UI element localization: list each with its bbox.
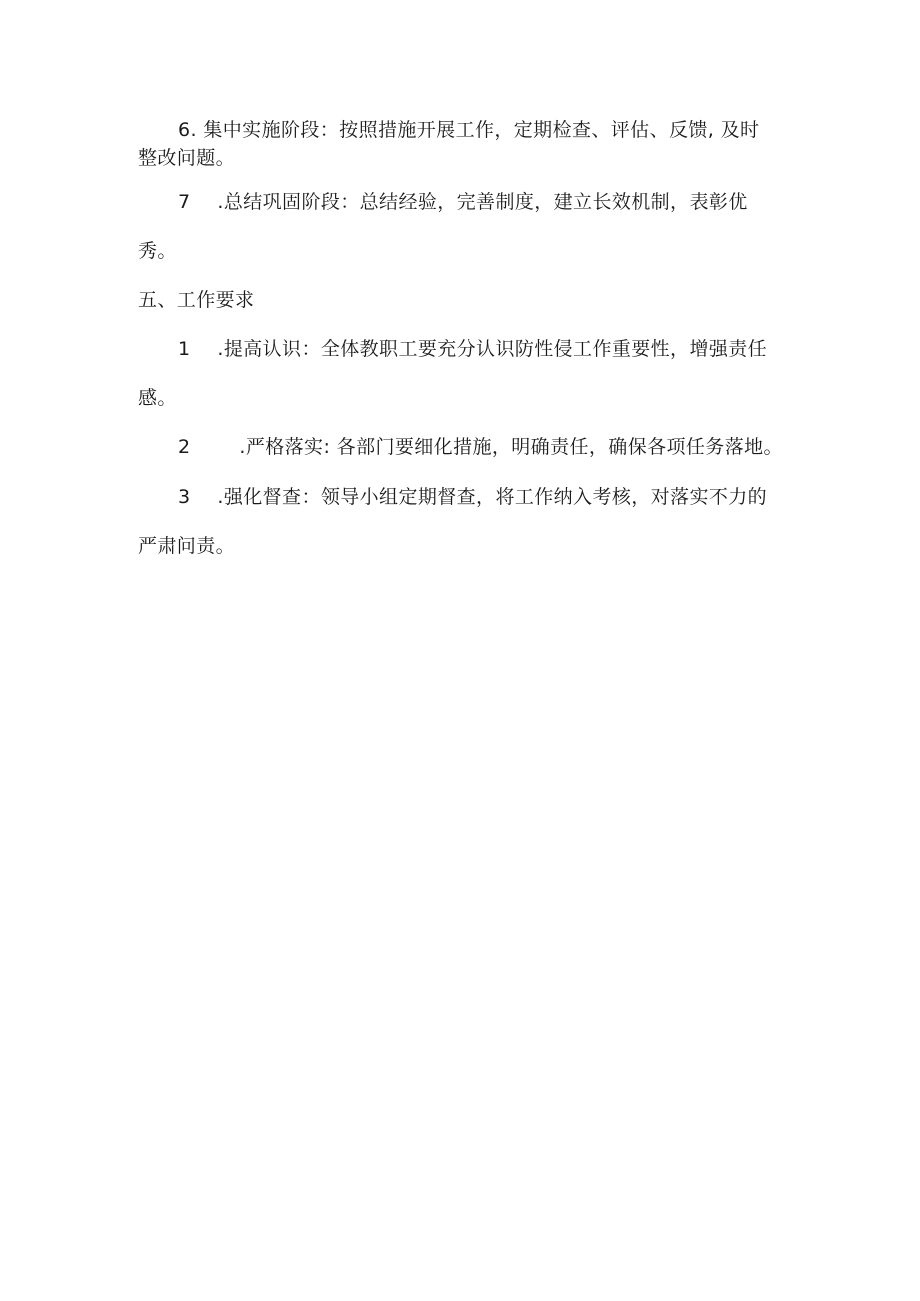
item-7-line-2 — [138, 238, 177, 264]
item-6-line-2 — [138, 145, 235, 171]
requirement-2-line-1 — [178, 434, 783, 460]
requirement-1-line-1 — [178, 336, 767, 362]
item-7-line-1 — [178, 189, 748, 215]
item-7-continuation: 秀。 — [138, 240, 177, 262]
item-7-text: .总结巩固阶段：总结经验，完善制度，建立长效机制，表彰优 — [217, 191, 748, 213]
requirement-3-line-1 — [178, 484, 767, 510]
item-7-number: 7 — [178, 191, 191, 213]
requirement-3-line-2 — [138, 533, 235, 559]
requirement-1-text: .提高认识：全体教职工要充分认识防性侵工作重要性，增强责任 — [217, 338, 768, 360]
item-6-line-1 — [178, 117, 759, 143]
requirement-3-continuation: 严肃问责。 — [138, 535, 236, 557]
requirement-1-number: 1 — [178, 338, 191, 360]
requirement-2-text: .严格落实: 各部门要细化措施，明确责任，确保各项任务落地。 — [239, 436, 783, 458]
item-6-continuation: 整改问题。 — [138, 147, 236, 169]
requirement-1-line-2 — [138, 385, 177, 411]
requirement-3-text: .强化督查：领导小组定期督查，将工作纳入考核，对落实不力的 — [217, 486, 768, 508]
requirement-3-number: 3 — [178, 486, 191, 508]
requirement-2-number: 2 — [178, 436, 191, 458]
requirement-1-continuation: 感。 — [138, 387, 177, 409]
item-6-text: 6. 集中实施阶段：按照措施开展工作，定期检查、评估、反馈, 及时 — [178, 119, 760, 141]
section-heading-text: 五、工作要求 — [138, 289, 255, 311]
section-heading — [138, 287, 254, 313]
